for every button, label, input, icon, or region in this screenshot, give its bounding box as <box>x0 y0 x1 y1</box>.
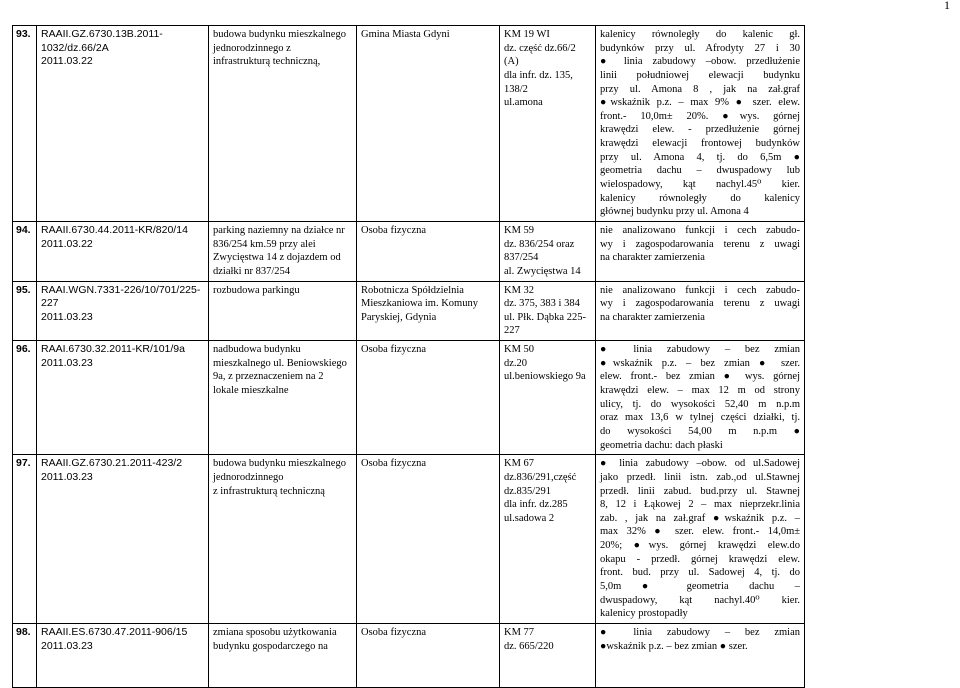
decision-date: 2011.03.23 <box>41 470 93 483</box>
register-row <box>13 221 805 281</box>
condition-line: krawędzi elewacji frontowej budynków <box>600 138 800 150</box>
row-number: 94. <box>16 223 31 236</box>
description-line: 836/254 km.59 przy alei <box>213 238 316 250</box>
applicant-cell <box>357 341 500 455</box>
location-line: dla infr. dz.285 <box>504 499 568 511</box>
case-reference: RAAII.GZ.6730.21.2011-423/2 <box>41 457 183 470</box>
applicant-cell <box>357 623 500 687</box>
row-number: 97. <box>16 457 31 470</box>
location-line: KM 77 <box>504 626 535 638</box>
applicant-name: Osoba fizyczna <box>361 344 427 356</box>
condition-line: ●wskaźnik p.z. – bez zmian ● szer. <box>600 640 748 652</box>
planning-conditions-cell <box>596 281 805 341</box>
planning-conditions-cell <box>596 341 805 455</box>
description-line: lokale mieszkalne <box>213 385 289 397</box>
location-line: dz. 375, 383 i 384 <box>504 298 580 310</box>
condition-line: nie analizowano funkcji i cech zabudo- <box>600 284 800 296</box>
description-line: jednorodzinnego <box>213 471 284 483</box>
plot-location-cell <box>500 221 596 281</box>
row-number-cell <box>13 26 37 222</box>
location-line: (A) <box>504 56 519 68</box>
applicant-name: Osoba fizyczna <box>361 224 427 236</box>
location-line: 837/254 <box>504 252 539 264</box>
row-number: 96. <box>16 343 31 356</box>
description-line: z infrastrukturą techniczną <box>213 485 325 497</box>
condition-line: jako przedł. linii istn. zab.,od ul.Stawnej <box>600 471 800 483</box>
project-description-cell <box>209 455 357 624</box>
condition-line: dwuspadowy, kąt nachyl.40⁰ kier. <box>600 594 800 606</box>
condition-line: 20%; ●wys. górnej krawędzi elew.do <box>600 540 800 552</box>
location-line: dz.835/291 <box>504 485 551 497</box>
register-row <box>13 455 805 624</box>
location-line: dz.836/291,część <box>504 471 577 483</box>
applicant-cell <box>357 455 500 624</box>
condition-line: ulicy, tj. do wysokości 52,40 m n.p.m <box>600 398 800 410</box>
row-number-cell <box>13 623 37 687</box>
row-number: 93. <box>16 28 31 40</box>
planning-conditions-cell <box>596 455 805 624</box>
condition-line: oraz max 13,6 w tylnej części działki, tj. <box>600 412 800 424</box>
condition-line: ●wskaźnik p.z. – max 9% ● szer. elew. <box>600 97 800 109</box>
case-reference: RAAI.WGN.7331-226/10/701/225-227 <box>41 283 201 310</box>
location-line: 138/2 <box>504 83 528 95</box>
case-reference: RAAII.GZ.6730.13B.2011-1032/dz.66/2A <box>41 28 163 54</box>
location-line: KM 67 <box>504 458 535 470</box>
row-number: 98. <box>16 625 31 638</box>
planning-conditions-cell <box>596 221 805 281</box>
project-description-cell <box>209 341 357 455</box>
applicant-name: Osoba fizyczna <box>361 458 427 470</box>
applicant-cell <box>357 221 500 281</box>
plot-location-cell <box>500 281 596 341</box>
condition-line: elew. front.- bez zmian ● wys. górnej <box>600 371 800 383</box>
description-line: infrastrukturą techniczną, <box>213 56 321 68</box>
register-row <box>13 281 805 341</box>
condition-line: zab. , jak na zał.graf ●wskaźnik p.z. – <box>600 512 800 524</box>
condition-line: ● linia zabudowy – bez zmian <box>600 344 800 356</box>
condition-line: 5,0m ● geometria dachu – <box>600 580 800 592</box>
description-line: działki nr 837/254 <box>213 265 290 277</box>
decision-date: 2011.03.23 <box>41 639 93 652</box>
register-table <box>12 25 805 688</box>
condition-line: front. bud. przy ul. Sadowej 4, tj. do <box>600 567 800 579</box>
case-reference-cell <box>37 26 209 222</box>
condition-line: głównej budynku przy ul. Amona 4 <box>600 206 749 218</box>
applicant-name: Gmina Miasta Gdyni <box>361 29 450 40</box>
condition-line: kalenicy prostopadły <box>600 608 688 620</box>
row-number-cell <box>13 455 37 624</box>
register-row <box>13 623 805 687</box>
location-line: dz.20 <box>504 357 528 369</box>
description-line: rozbudowa parkingu <box>213 284 300 296</box>
condition-line: kalenicy równoległy do kalenic gł. <box>600 29 800 40</box>
plot-location-cell <box>500 26 596 222</box>
case-reference-cell <box>37 623 209 687</box>
location-line: KM 50 <box>504 344 535 356</box>
description-line: nadbudowa budynku <box>213 344 301 356</box>
condition-line: krawędzi elew. - przedłużenie górnej <box>600 124 800 136</box>
location-line: KM 32 <box>504 284 535 296</box>
location-line: ul.sadowa 2 <box>504 512 555 524</box>
plot-location-cell <box>500 341 596 455</box>
location-line: dz. część dz.66/2 <box>504 42 576 54</box>
condition-line: ●wskaźnik p.z. – bez zmian ● szer. <box>600 357 800 369</box>
case-reference: RAAII.ES.6730.47.2011-906/15 <box>41 625 188 638</box>
decision-date: 2011.03.23 <box>41 356 93 369</box>
description-line: budowa budynku mieszkalnego <box>213 458 346 470</box>
condition-line: linii południowej elewacji budynku <box>600 69 800 81</box>
project-description-cell <box>209 221 357 281</box>
planning-conditions-cell <box>596 26 805 222</box>
condition-line: przedł. linii zabud. bud.przy ul. Stawnej <box>600 485 800 497</box>
description-line: 9a, z przeznaczeniem na 2 <box>213 371 324 383</box>
description-line: Zwycięstwa 14 z dojazdem od <box>213 252 341 264</box>
plot-location-cell <box>500 455 596 624</box>
description-line: budynku gospodarczego na <box>213 640 328 652</box>
condition-line: budynków przy ul. Afrodyty 27 i 30 <box>600 42 800 54</box>
location-line: dla infr. dz. 135, <box>504 69 573 81</box>
description-line: jednorodzinnego z <box>213 42 291 54</box>
condition-line: ● linia zabudowy – bez zmian <box>600 626 800 638</box>
applicant-name: Osoba fizyczna <box>361 626 427 638</box>
case-reference-cell <box>37 455 209 624</box>
case-reference-cell <box>37 221 209 281</box>
condition-line: max 32% ● szer. elew. front.- 14,0m± <box>600 526 800 538</box>
description-line: parking naziemny na działce nr <box>213 224 345 236</box>
condition-line: wielospadowy, kąt nachyl.45⁰ kier. <box>600 179 800 191</box>
condition-line: na charakter zamierzenia <box>600 311 705 323</box>
description-line: budowa budynku mieszkalnego <box>213 29 346 40</box>
case-reference: RAAII.6730.44.2011-KR/820/14 <box>41 223 188 236</box>
case-reference-cell <box>37 341 209 455</box>
row-number-cell <box>13 281 37 341</box>
location-line: ul. Płk. Dąbka 225- <box>504 311 586 323</box>
location-line: al. Zwycięstwa 14 <box>504 265 581 277</box>
applicant-cell <box>357 281 500 341</box>
condition-line: geometria dachu – dwuspadowy lub <box>600 165 800 177</box>
decision-date: 2011.03.22 <box>41 237 93 250</box>
location-line: KM 19 WI <box>504 29 550 40</box>
project-description-cell <box>209 623 357 687</box>
decision-date: 2011.03.22 <box>41 55 93 68</box>
decision-date: 2011.03.23 <box>41 310 93 323</box>
page-number: 1 <box>944 0 950 12</box>
condition-line: krawędzi elew. – max 12 m od strony <box>600 385 800 397</box>
condition-line: okapu - przedł. górnej krawędzi elew. <box>600 553 800 565</box>
register-row <box>13 26 805 222</box>
location-line: KM 59 <box>504 224 535 236</box>
condition-line: wy i zagospodarowania terenu z uwagi <box>600 298 800 310</box>
project-description-cell <box>209 26 357 222</box>
row-number-cell <box>13 221 37 281</box>
condition-line: ● linia zabudowy –obow. przedłużenie <box>600 56 800 68</box>
case-reference: RAAI.6730.32.2011-KR/101/9a <box>41 343 185 356</box>
row-number: 95. <box>16 283 31 296</box>
register-row <box>13 341 805 455</box>
applicant-cell <box>357 26 500 222</box>
description-line: mieszkalnego ul. Beniowskiego <box>213 357 347 369</box>
description-line: zmiana sposobu użytkowania <box>213 626 337 638</box>
location-line: ul.amona <box>504 97 543 109</box>
planning-conditions-cell <box>596 623 805 687</box>
applicant-name: Robotnicza Spółdzielnia Mieszkaniowa im. Komuny Paryskiej, Gdynia <box>361 284 478 323</box>
location-line: dz. 836/254 oraz <box>504 238 575 250</box>
case-reference-cell <box>37 281 209 341</box>
condition-line: przy ul. Amona 8 , jak na zał.graf <box>600 83 800 95</box>
condition-line: na charakter zamierzenia <box>600 252 705 264</box>
condition-line: przy ul. Amona 4, tj. do 6,5m ● <box>600 151 800 163</box>
location-line: 227 <box>504 325 520 337</box>
condition-line: geometria dachu: dach płaski <box>600 439 723 451</box>
condition-line: do wysokości 54,00 m n.p.m ● <box>600 425 800 437</box>
location-line: dz. 665/220 <box>504 640 554 652</box>
location-line: ul.beniowskiego 9a <box>504 371 586 383</box>
condition-line: 8, 12 i Łąkowej 2 – max nieprzekr.linia <box>600 499 800 511</box>
condition-line: front.- 10,0m± 20%. ●wys. górnej <box>600 110 800 122</box>
project-description-cell <box>209 281 357 341</box>
condition-line: kalenicy równoległy do kalenicy <box>600 192 800 204</box>
plot-location-cell <box>500 623 596 687</box>
condition-line: wy i zagospodarowania terenu z uwagi <box>600 238 800 250</box>
condition-line: ● linia zabudowy –obow. od ul.Sadowej <box>600 458 800 470</box>
condition-line: nie analizowano funkcji i cech zabudo- <box>600 224 800 236</box>
row-number-cell <box>13 341 37 455</box>
